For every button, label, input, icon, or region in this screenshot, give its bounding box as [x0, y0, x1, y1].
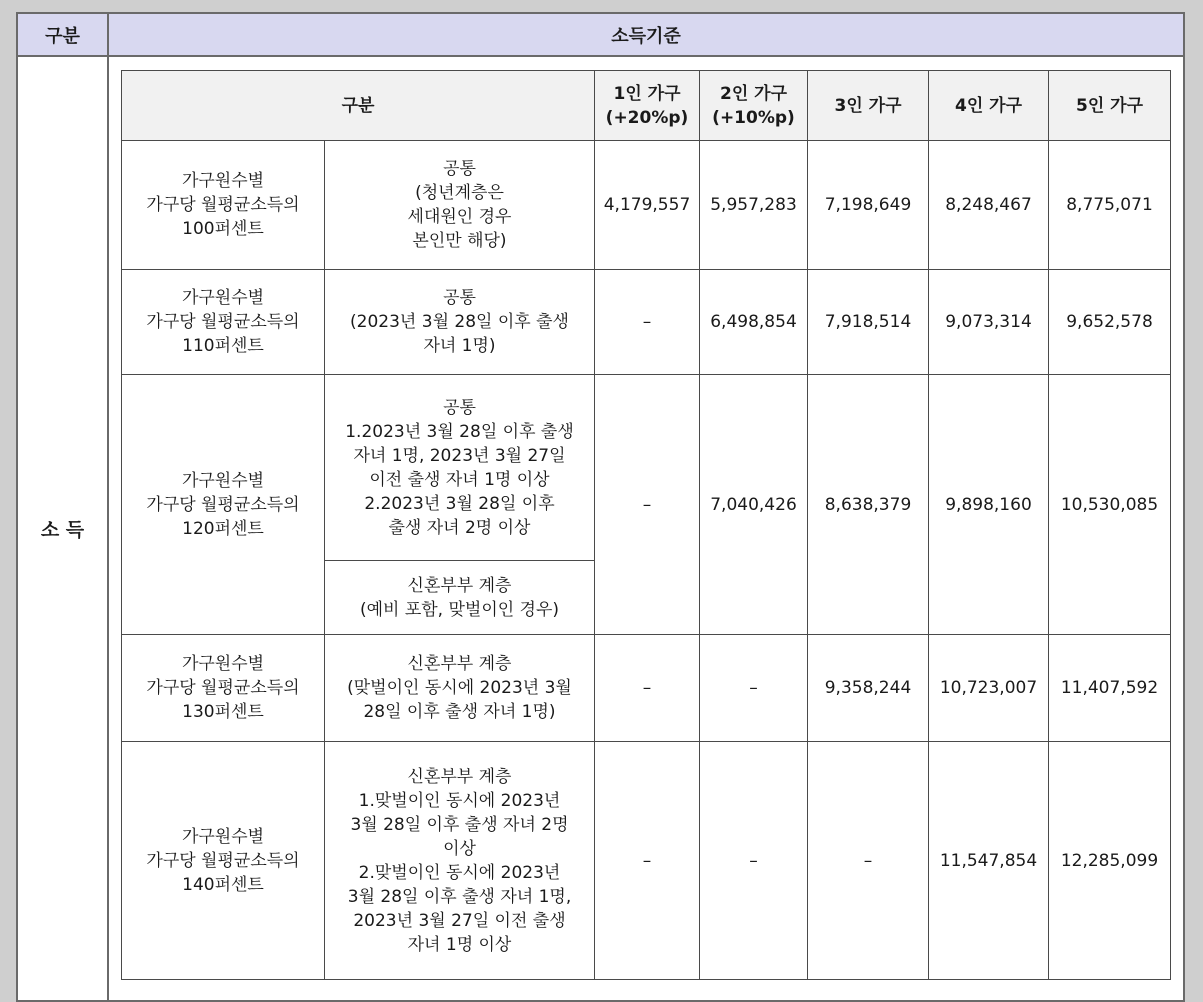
- th-5-person: 5인 가구: [1049, 71, 1171, 141]
- cell-4-person: 9,073,314: [929, 270, 1049, 375]
- th-1-person: 1인 가구 (+20%p): [595, 71, 700, 141]
- row-condition-newlywed: 신혼부부 계층 (예비 포함, 맞벌이인 경우): [325, 561, 595, 635]
- th-4-person: 4인 가구: [929, 71, 1049, 141]
- income-table: [121, 70, 1171, 980]
- cell-3-person: 8,638,379: [808, 375, 929, 635]
- row-condition: 신혼부부 계층 1.맞벌이인 동시에 2023년 3월 28일 이후 출생 자녀 2명 이상 2.맞벌이인 동시에 2023년 3월 28일 이후 출생 자녀 1명, 2023년 3월 27일 이전 출생 자녀 1명 이상: [325, 742, 595, 980]
- cell-5-person: 10,530,085: [1049, 375, 1171, 635]
- cell-1-person: –: [595, 742, 700, 980]
- row-label: 가구원수별 가구당 월평균소득의 120퍼센트: [122, 375, 325, 635]
- row-condition: 신혼부부 계층 (맞벌이인 동시에 2023년 3월 28일 이후 출생 자녀 1명): [325, 635, 595, 742]
- cell-4-person: 9,898,160: [929, 375, 1049, 635]
- row-label: 가구원수별 가구당 월평균소득의 100퍼센트: [122, 141, 325, 270]
- cell-1-person: –: [595, 375, 700, 635]
- cell-4-person: 11,547,854: [929, 742, 1049, 980]
- th-3-person: 3인 가구: [808, 71, 929, 141]
- table-header-row: [122, 71, 1171, 141]
- cell-2-person: 6,498,854: [700, 270, 808, 375]
- cell-3-person: 7,198,649: [808, 141, 929, 270]
- row-label: 가구원수별 가구당 월평균소득의 110퍼센트: [122, 270, 325, 375]
- row-label: 가구원수별 가구당 월평균소득의 130퍼센트: [122, 635, 325, 742]
- cell-1-person: 4,179,557: [595, 141, 700, 270]
- table-row: [122, 141, 1171, 270]
- table-row: [122, 270, 1171, 375]
- cell-2-person: –: [700, 635, 808, 742]
- table-row: [122, 742, 1171, 980]
- row-condition: 공통 (청년계층은 세대원인 경우 본인만 해당): [325, 141, 595, 270]
- cell-3-person: 9,358,244: [808, 635, 929, 742]
- cell-5-person: 8,775,071: [1049, 141, 1171, 270]
- table-row: [122, 635, 1171, 742]
- cell-1-person: –: [595, 270, 700, 375]
- side-label-income: 소 득: [18, 57, 109, 1000]
- th-category: 구분: [122, 71, 595, 141]
- cell-5-person: 11,407,592: [1049, 635, 1171, 742]
- cell-4-person: 10,723,007: [929, 635, 1049, 742]
- header-income-criteria: 소득기준: [109, 14, 1183, 57]
- cell-2-person: 5,957,283: [700, 141, 808, 270]
- cell-5-person: 12,285,099: [1049, 742, 1171, 980]
- cell-2-person: –: [700, 742, 808, 980]
- cell-4-person: 8,248,467: [929, 141, 1049, 270]
- cell-3-person: –: [808, 742, 929, 980]
- cell-1-person: –: [595, 635, 700, 742]
- header-category: 구분: [18, 14, 109, 57]
- cell-3-person: 7,918,514: [808, 270, 929, 375]
- table-row: [122, 375, 1171, 561]
- th-2-person: 2인 가구 (+10%p): [700, 71, 808, 141]
- cell-5-person: 9,652,578: [1049, 270, 1171, 375]
- row-condition: 공통 (2023년 3월 28일 이후 출생 자녀 1명): [325, 270, 595, 375]
- row-condition: 공통 1.2023년 3월 28일 이후 출생 자녀 1명, 2023년 3월 27일 이전 출생 자녀 1명 이상 2.2023년 3월 28일 이후 출생 자녀 2명 이상: [325, 375, 595, 561]
- row-label: 가구원수별 가구당 월평균소득의 140퍼센트: [122, 742, 325, 980]
- cell-2-person: 7,040,426: [700, 375, 808, 635]
